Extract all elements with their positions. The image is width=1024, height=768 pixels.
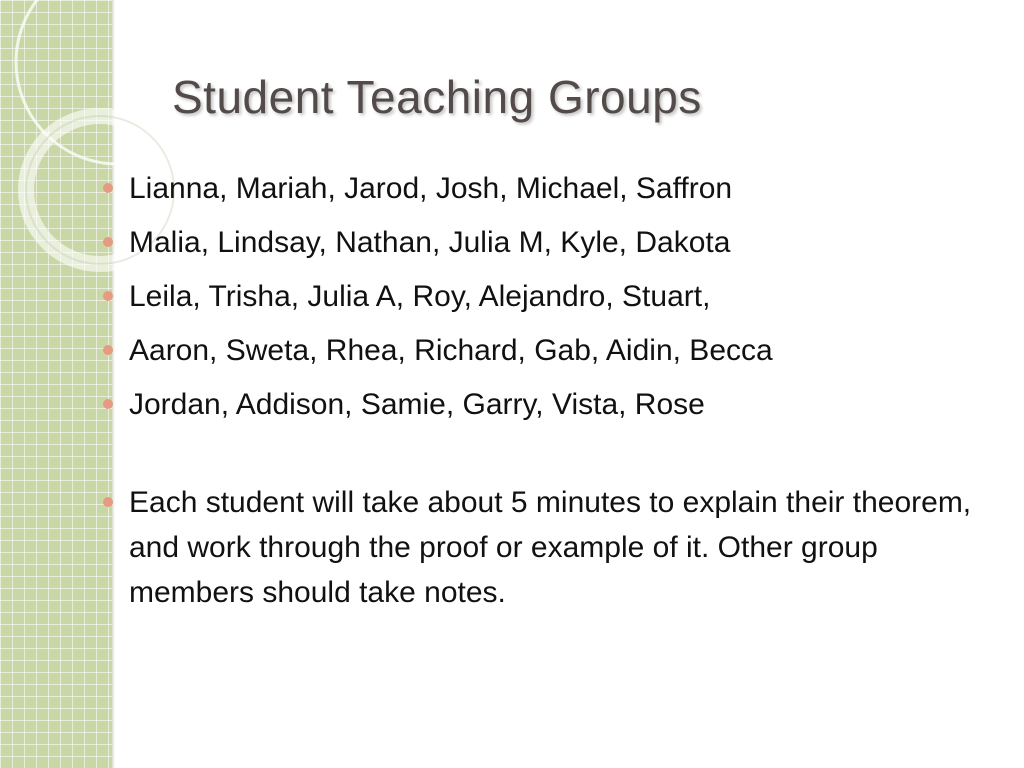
group-names: Jordan, Addison, Samie, Garry, Vista, Rose xyxy=(129,388,705,421)
bullet-dot-icon xyxy=(103,399,113,409)
group-names: Lianna, Mariah, Jarod, Josh, Michael, Saffron xyxy=(129,172,733,205)
bullet-dot-icon xyxy=(103,183,113,193)
group-names: Aaron, Sweta, Rhea, Richard, Gab, Aidin, Becca xyxy=(129,334,773,367)
bullet-dot-icon xyxy=(103,497,113,507)
list-item xyxy=(100,166,1000,220)
group-names: Malia, Lindsay, Nathan, Julia M, Kyle, Dakota xyxy=(129,226,731,259)
list-item xyxy=(100,274,1000,328)
list-item xyxy=(100,480,989,615)
list-item xyxy=(100,220,1000,274)
instructions-text: Each student will take about 5 minutes to explain their theorem, and work through the proof or example of it. Other group members should take notes. xyxy=(129,486,972,609)
bullet-dot-icon xyxy=(103,291,113,301)
list-item xyxy=(100,382,1000,436)
bullet-dot-icon xyxy=(103,237,113,247)
bullet-dot-icon xyxy=(103,345,113,355)
group-names: Leila, Trisha, Julia A, Roy, Alejandro, Stuart, xyxy=(129,280,711,313)
slide-title: Student Teaching Groups xyxy=(172,71,702,123)
list-item xyxy=(100,328,1000,382)
bullet-list xyxy=(100,166,1000,615)
